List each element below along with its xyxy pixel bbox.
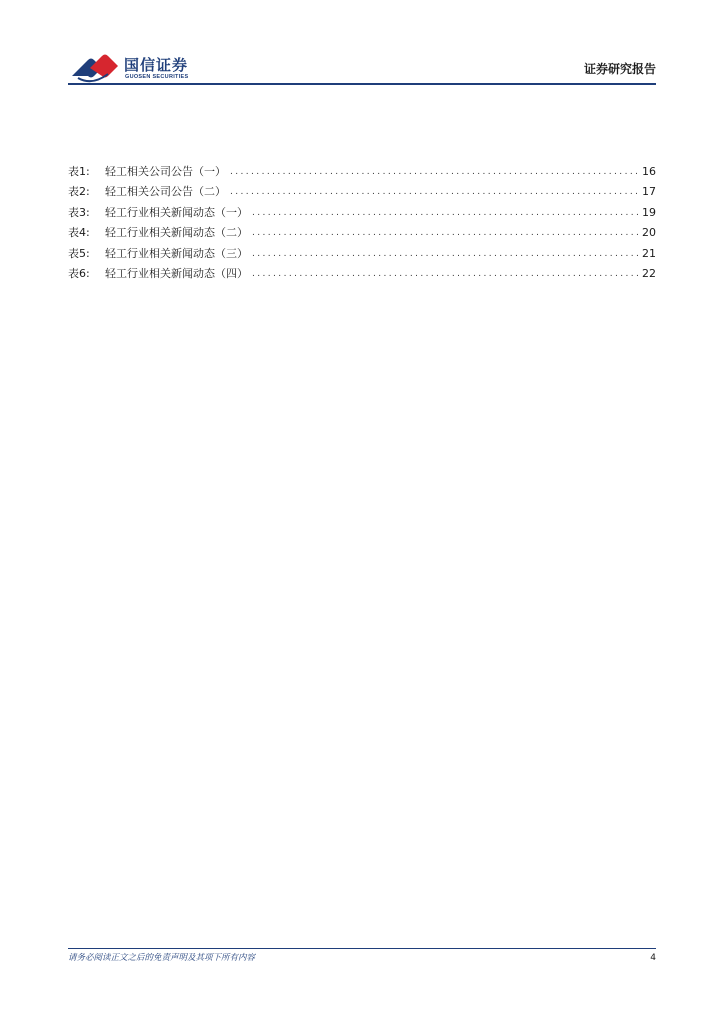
toc-entry-page: 21 xyxy=(642,246,656,260)
guosen-logo-icon xyxy=(68,52,120,86)
toc-entry[interactable] xyxy=(68,199,656,220)
report-type-label: 证券研究报告 xyxy=(583,62,656,76)
toc-entry-title: 轻工相关公司公告（一） xyxy=(105,164,226,178)
toc-entry-page: 16 xyxy=(642,164,656,178)
toc-entry-label: 表2: xyxy=(68,185,90,198)
toc-entry-title: 轻工行业相关新闻动态（四） xyxy=(105,267,248,280)
toc-entry[interactable] xyxy=(68,158,656,179)
guosen-logo xyxy=(68,52,208,86)
page-number: 4 xyxy=(650,953,656,963)
footer-disclaimer: 请务必阅读正文之后的免责声明及其项下所有内容 xyxy=(68,953,256,963)
toc-entry-label: 表6: xyxy=(68,267,90,280)
toc-entry-page: 22 xyxy=(642,267,656,280)
toc-entry[interactable] xyxy=(68,220,656,241)
toc-entry-title: 轻工相关公司公告（二） xyxy=(105,185,226,198)
toc-entry-label: 表4: xyxy=(68,226,90,239)
toc-entry[interactable] xyxy=(68,240,656,261)
header-divider xyxy=(68,83,656,85)
toc-leader-dots xyxy=(230,185,638,199)
toc-leader-dots xyxy=(230,165,638,179)
page-header xyxy=(68,48,656,84)
toc-entry-page: 20 xyxy=(642,226,656,239)
toc-leader-dots xyxy=(252,267,638,281)
toc-entry-title: 轻工行业相关新闻动态（二） xyxy=(105,226,248,239)
toc-entry-label: 表3: xyxy=(68,205,90,219)
logo-english-name: GUOSEN SECURITIES xyxy=(125,74,189,80)
toc-leader-dots xyxy=(252,247,638,261)
toc-entry[interactable] xyxy=(68,261,656,282)
toc-entry-page: 19 xyxy=(642,205,656,219)
table-of-tables xyxy=(68,158,656,281)
toc-leader-dots xyxy=(252,226,638,240)
toc-entry-page: 17 xyxy=(642,185,656,198)
logo-chinese-name: 国信证券 xyxy=(124,56,189,74)
toc-entry-label: 表1: xyxy=(68,164,90,178)
toc-entry-title: 轻工行业相关新闻动态（三） xyxy=(105,246,248,260)
toc-entry[interactable] xyxy=(68,179,656,200)
footer-divider xyxy=(68,948,656,949)
toc-entry-title: 轻工行业相关新闻动态（一） xyxy=(105,205,248,219)
toc-entry-label: 表5: xyxy=(68,246,90,260)
toc-leader-dots xyxy=(252,206,638,220)
